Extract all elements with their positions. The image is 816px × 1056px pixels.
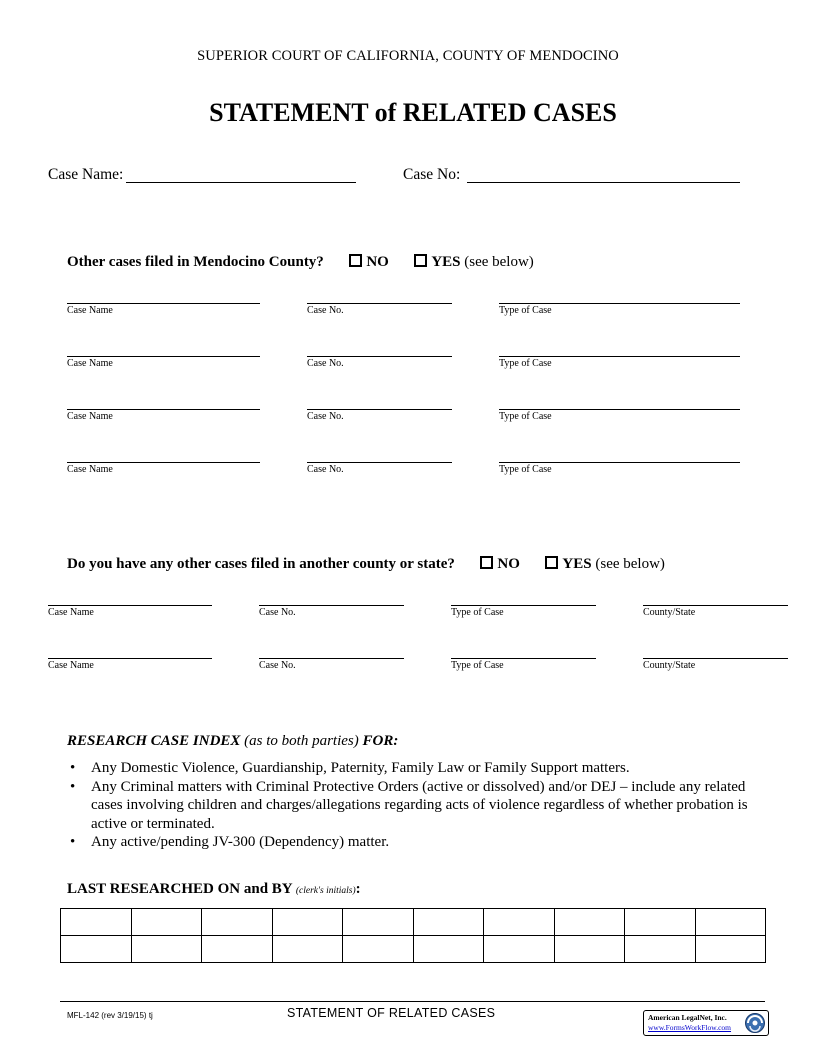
other-county-question	[67, 556, 665, 573]
mendocino-row-field[interactable]	[499, 409, 740, 410]
mendocino-row-label: Type of Case	[499, 358, 552, 369]
last-researched-text: LAST RESEARCHED ON and BY	[67, 881, 293, 897]
case-no-label: Case No:	[403, 166, 461, 183]
mendocino-row-field[interactable]	[307, 356, 452, 357]
list-item: • Any active/pending JV-300 (Dependency) matter.	[67, 833, 757, 852]
mendocino-row-field[interactable]	[307, 462, 452, 463]
research-heading-main: RESEARCH CASE INDEX	[67, 733, 241, 749]
grid-cell[interactable]	[695, 909, 766, 936]
grid-cell[interactable]	[343, 909, 414, 936]
grid-cell[interactable]	[413, 909, 484, 936]
other-no-checkbox[interactable]	[480, 556, 493, 569]
mendocino-row-label: Case No.	[307, 358, 344, 369]
case-name-field[interactable]	[126, 182, 356, 183]
mendocino-row-label: Case Name	[67, 464, 113, 475]
legalnet-logo	[643, 1010, 769, 1036]
other-row-label: Type of Case	[451, 660, 504, 671]
footer-divider	[60, 1001, 765, 1002]
other-row-label: Case No.	[259, 660, 296, 671]
grid-cell[interactable]	[61, 936, 132, 963]
grid-cell[interactable]	[554, 936, 625, 963]
grid-cell[interactable]	[131, 909, 202, 936]
research-heading-end: FOR:	[362, 733, 399, 749]
list-item: • Any Criminal matters with Criminal Protective Orders (active or dissolved) and/or DEJ – include any related cases involving children and charges/allegations regarding acts of violence regardless of whether probation is active or terminated.	[67, 778, 757, 834]
grid-cell[interactable]	[484, 936, 555, 963]
mendocino-yes-checkbox[interactable]	[414, 254, 427, 267]
grid-cell[interactable]	[554, 909, 625, 936]
grid-cell[interactable]	[413, 936, 484, 963]
grid-cell[interactable]	[272, 909, 343, 936]
other-no-label: NO	[497, 556, 520, 572]
case-no-field[interactable]	[467, 182, 740, 183]
mendocino-row-field[interactable]	[67, 462, 260, 463]
grid-cell[interactable]	[625, 909, 696, 936]
other-row-label: County/State	[643, 607, 696, 618]
other-question-text: Do you have any other cases filed in another county or state?	[67, 556, 455, 572]
other-row-label: County/State	[643, 660, 696, 671]
research-log-grid	[60, 908, 766, 963]
mendocino-row-label: Type of Case	[499, 411, 552, 422]
mendocino-see-below: (see below)	[464, 254, 534, 270]
mendocino-row-field[interactable]	[307, 409, 452, 410]
other-row-field[interactable]	[259, 605, 404, 606]
research-bullet-list	[67, 759, 757, 852]
other-row-field[interactable]	[259, 658, 404, 659]
other-row-field[interactable]	[48, 605, 212, 606]
mendocino-row-field[interactable]	[67, 409, 260, 410]
mendocino-row-label: Type of Case	[499, 305, 552, 316]
mendocino-row-label: Case No.	[307, 464, 344, 475]
mendocino-row-label: Case Name	[67, 411, 113, 422]
grid-cell[interactable]	[272, 936, 343, 963]
mendocino-row-field[interactable]	[499, 356, 740, 357]
footer-title: STATEMENT OF RELATED CASES	[287, 1006, 496, 1020]
mendocino-question-text: Other cases filed in Mendocino County?	[67, 254, 324, 270]
last-researched-colon: :	[355, 881, 361, 897]
other-row-label: Case Name	[48, 607, 94, 618]
other-row-field[interactable]	[643, 658, 788, 659]
grid-cell[interactable]	[625, 936, 696, 963]
mendocino-row-field[interactable]	[67, 356, 260, 357]
other-row-field[interactable]	[451, 658, 596, 659]
other-row-field[interactable]	[451, 605, 596, 606]
logo-url[interactable]: www.FormsWorkFlow.com	[648, 1023, 732, 1032]
court-name: SUPERIOR COURT OF CALIFORNIA, COUNTY OF MENDOCINO	[197, 48, 619, 64]
form-code: MFL-142 (rev 3/19/15) tj	[67, 1011, 153, 1020]
other-row-label: Type of Case	[451, 607, 504, 618]
mendocino-row-label: Type of Case	[499, 464, 552, 475]
grid-cell[interactable]	[131, 936, 202, 963]
mendocino-question	[67, 254, 534, 271]
mendocino-row-field[interactable]	[499, 462, 740, 463]
last-researched-label	[67, 881, 361, 898]
case-name-label: Case Name:	[48, 166, 124, 183]
grid-cell[interactable]	[484, 909, 555, 936]
other-yes-label: YES	[562, 556, 592, 572]
mendocino-row-field[interactable]	[499, 303, 740, 304]
other-row-field[interactable]	[643, 605, 788, 606]
mendocino-row-label: Case No.	[307, 411, 344, 422]
grid-cell[interactable]	[695, 936, 766, 963]
grid-cell[interactable]	[202, 909, 273, 936]
mendocino-row-field[interactable]	[307, 303, 452, 304]
mendocino-yes-label: YES	[431, 254, 461, 270]
research-heading	[67, 733, 398, 750]
mendocino-row-label: Case No.	[307, 305, 344, 316]
research-heading-mid: (as to both parties)	[244, 733, 359, 749]
globe-icon	[744, 1012, 766, 1034]
grid-cell[interactable]	[202, 936, 273, 963]
other-row-label: Case Name	[48, 660, 94, 671]
mendocino-no-checkbox[interactable]	[349, 254, 362, 267]
grid-cell[interactable]	[61, 909, 132, 936]
mendocino-row-label: Case Name	[67, 305, 113, 316]
other-row-label: Case No.	[259, 607, 296, 618]
logo-company: American LegalNet, Inc.	[648, 1013, 727, 1022]
clerk-initials-note: (clerk's initials)	[295, 886, 356, 896]
mendocino-row-label: Case Name	[67, 358, 113, 369]
mendocino-no-label: NO	[366, 254, 389, 270]
page-title: STATEMENT of RELATED CASES	[209, 98, 617, 127]
other-row-field[interactable]	[48, 658, 212, 659]
grid-cell[interactable]	[343, 936, 414, 963]
list-item: • Any Domestic Violence, Guardianship, Paternity, Family Law or Family Support matters.	[67, 759, 757, 778]
other-yes-checkbox[interactable]	[545, 556, 558, 569]
mendocino-row-field[interactable]	[67, 303, 260, 304]
other-see-below: (see below)	[595, 556, 665, 572]
